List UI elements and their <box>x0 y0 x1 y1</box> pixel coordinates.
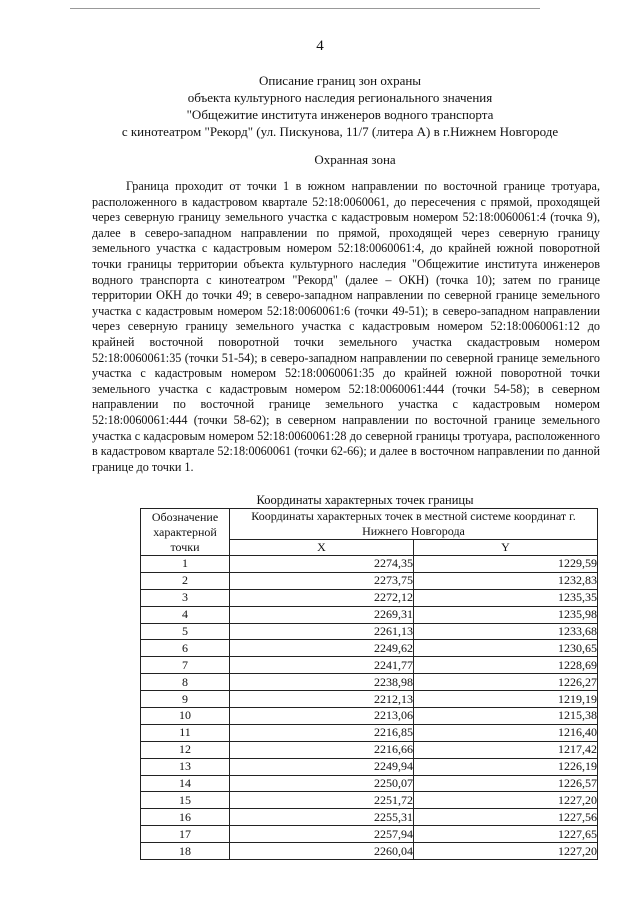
x-coordinate-cell: 2257,94 <box>230 826 414 843</box>
y-coordinate-cell: 1235,35 <box>414 589 598 606</box>
table-row <box>141 691 598 708</box>
point-number-cell: 18 <box>141 843 230 860</box>
table-row <box>141 809 598 826</box>
point-number-cell: 15 <box>141 792 230 809</box>
x-coordinate-cell: 2212,13 <box>230 691 414 708</box>
x-coordinate-cell: 2273,75 <box>230 572 414 589</box>
table-body <box>141 556 598 860</box>
x-coordinate-cell: 2238,98 <box>230 674 414 691</box>
x-coordinate-cell: 2260,04 <box>230 843 414 860</box>
y-coordinate-cell: 1227,20 <box>414 792 598 809</box>
x-coordinate-cell: 2272,12 <box>230 589 414 606</box>
table-row <box>141 556 598 573</box>
table-row <box>141 758 598 775</box>
y-coordinate-cell: 1226,27 <box>414 674 598 691</box>
point-number-cell: 13 <box>141 758 230 775</box>
point-number-cell: 2 <box>141 572 230 589</box>
point-number-cell: 4 <box>141 606 230 623</box>
y-coordinate-cell: 1235,98 <box>414 606 598 623</box>
y-coordinate-cell: 1228,69 <box>414 657 598 674</box>
point-number-cell: 10 <box>141 708 230 725</box>
y-coordinate-cell: 1230,65 <box>414 640 598 657</box>
table-row <box>141 826 598 843</box>
point-number-cell: 14 <box>141 775 230 792</box>
y-coordinate-cell: 1229,59 <box>414 556 598 573</box>
table-row <box>141 741 598 758</box>
table-row <box>141 572 598 589</box>
point-number-cell: 9 <box>141 691 230 708</box>
y-coordinate-cell: 1226,57 <box>414 775 598 792</box>
page-number: 4 <box>316 38 324 54</box>
x-coordinate-cell: 2216,66 <box>230 741 414 758</box>
x-coordinate-cell: 2216,85 <box>230 724 414 741</box>
y-coordinate-cell: 1227,20 <box>414 843 598 860</box>
table-row <box>141 640 598 657</box>
title-line-1: Описание границ зон охраны <box>258 73 422 88</box>
x-coordinate-cell: 2249,62 <box>230 640 414 657</box>
y-coordinate-cell: 1216,40 <box>414 724 598 741</box>
y-coordinate-cell: 1226,19 <box>414 758 598 775</box>
point-number-cell: 17 <box>141 826 230 843</box>
x-coordinate-cell: 2251,72 <box>230 792 414 809</box>
header-point-label: Обозначение характерной точки <box>141 509 230 556</box>
x-coordinate-cell: 2213,06 <box>230 708 414 725</box>
y-coordinate-cell: 1219,19 <box>414 691 598 708</box>
table-row <box>141 792 598 809</box>
point-number-cell: 11 <box>141 724 230 741</box>
point-number-cell: 8 <box>141 674 230 691</box>
y-coordinate-cell: 1233,68 <box>414 623 598 640</box>
point-number-cell: 1 <box>141 556 230 573</box>
table-caption: Координаты характерных точек границы <box>256 493 474 507</box>
x-coordinate-cell: 2269,31 <box>230 606 414 623</box>
table-row <box>141 674 598 691</box>
boundary-description: Граница проходит от точки 1 в южном направлении по восточной границе тротуара, расположенного в кадастровом квартале 52:18:0060061, до пересечения с прямой, проходящей через северную границу земельного участка с кадастровым номером 52:18:0060061:4 (точка 9), далее в северо-западном направлении по прямой, проходящей через северную границу земельного участка с кадастровым номером 52:18:0060061:4, до крайней южной поворотной точки границы территории объекта культурного наследия "Общежитие института инженеров водного транспорта с кинотеатром "Рекорд" (далее – ОКН) (точка 10); затем по границе территории ОКН до точки 49; в северо-западном направлении по северной границе земельного участка с кадастровым номером 52:18:0060061:6 (точки 49-51); в северо-западном направлении через северную границу земельного участка с кадастровым номером 52:18:0060061:12 до крайней восточной поворотной точки земельного участка скадастровым номером 52:18:0060061:35 (точки 51-54); в северо-западном направлении по северной границе земельного участка с кадастровым номером 52:18:0060061:35 до крайней южной поворотной точки земельного участка с кадастровым номером 52:18:0060061:444 (точки 54-58); в северном направлении по восточной границе земельного участка с кадастровым номером 52:18:0060061:444 (точки 58-62); в северном направлении по восточной границе земельного участка с кадасровым номером 52:18:0060061:28 до северной границы тротуара, расположенного в кадастровом квартале 52:18:0060061 (точки 62-66); и далее в восточном направлении по данной границе до точки 1. <box>92 179 600 474</box>
table-row <box>141 775 598 792</box>
y-coordinate-cell: 1217,42 <box>414 741 598 758</box>
point-number-cell: 6 <box>141 640 230 657</box>
x-coordinate-cell: 2249,94 <box>230 758 414 775</box>
title-line-3: "Общежитие института инженеров водного транспорта <box>186 107 494 122</box>
table-row <box>141 708 598 725</box>
table-row <box>141 606 598 623</box>
header-coordinate-system: Координаты характерных точек в местной системе координат г. Нижнего Новгорода <box>230 509 598 540</box>
point-number-cell: 7 <box>141 657 230 674</box>
zone-heading: Охранная зона <box>314 152 396 167</box>
x-coordinate-cell: 2274,35 <box>230 556 414 573</box>
x-coordinate-cell: 2261,13 <box>230 623 414 640</box>
table-row <box>141 843 598 860</box>
x-coordinate-cell: 2250,07 <box>230 775 414 792</box>
coordinates-table <box>140 508 598 860</box>
table-row <box>141 724 598 741</box>
table-row <box>141 657 598 674</box>
y-coordinate-cell: 1227,65 <box>414 826 598 843</box>
point-number-cell: 5 <box>141 623 230 640</box>
header-x: X <box>230 540 414 556</box>
x-coordinate-cell: 2241,77 <box>230 657 414 674</box>
point-number-cell: 12 <box>141 741 230 758</box>
title-line-2: объекта культурного наследия регионального значения <box>187 90 493 105</box>
header-y: Y <box>414 540 598 556</box>
table-row <box>141 589 598 606</box>
x-coordinate-cell: 2255,31 <box>230 809 414 826</box>
title-line-4: с кинотеатром "Рекорд" (ул. Пискунова, 11/7 (литера А) в г.Нижнем Новгороде <box>121 124 559 139</box>
table-row <box>141 623 598 640</box>
point-number-cell: 16 <box>141 809 230 826</box>
y-coordinate-cell: 1232,83 <box>414 572 598 589</box>
point-number-cell: 3 <box>141 589 230 606</box>
y-coordinate-cell: 1227,56 <box>414 809 598 826</box>
scan-edge-line <box>70 8 540 9</box>
y-coordinate-cell: 1215,38 <box>414 708 598 725</box>
document-title <box>60 72 620 140</box>
